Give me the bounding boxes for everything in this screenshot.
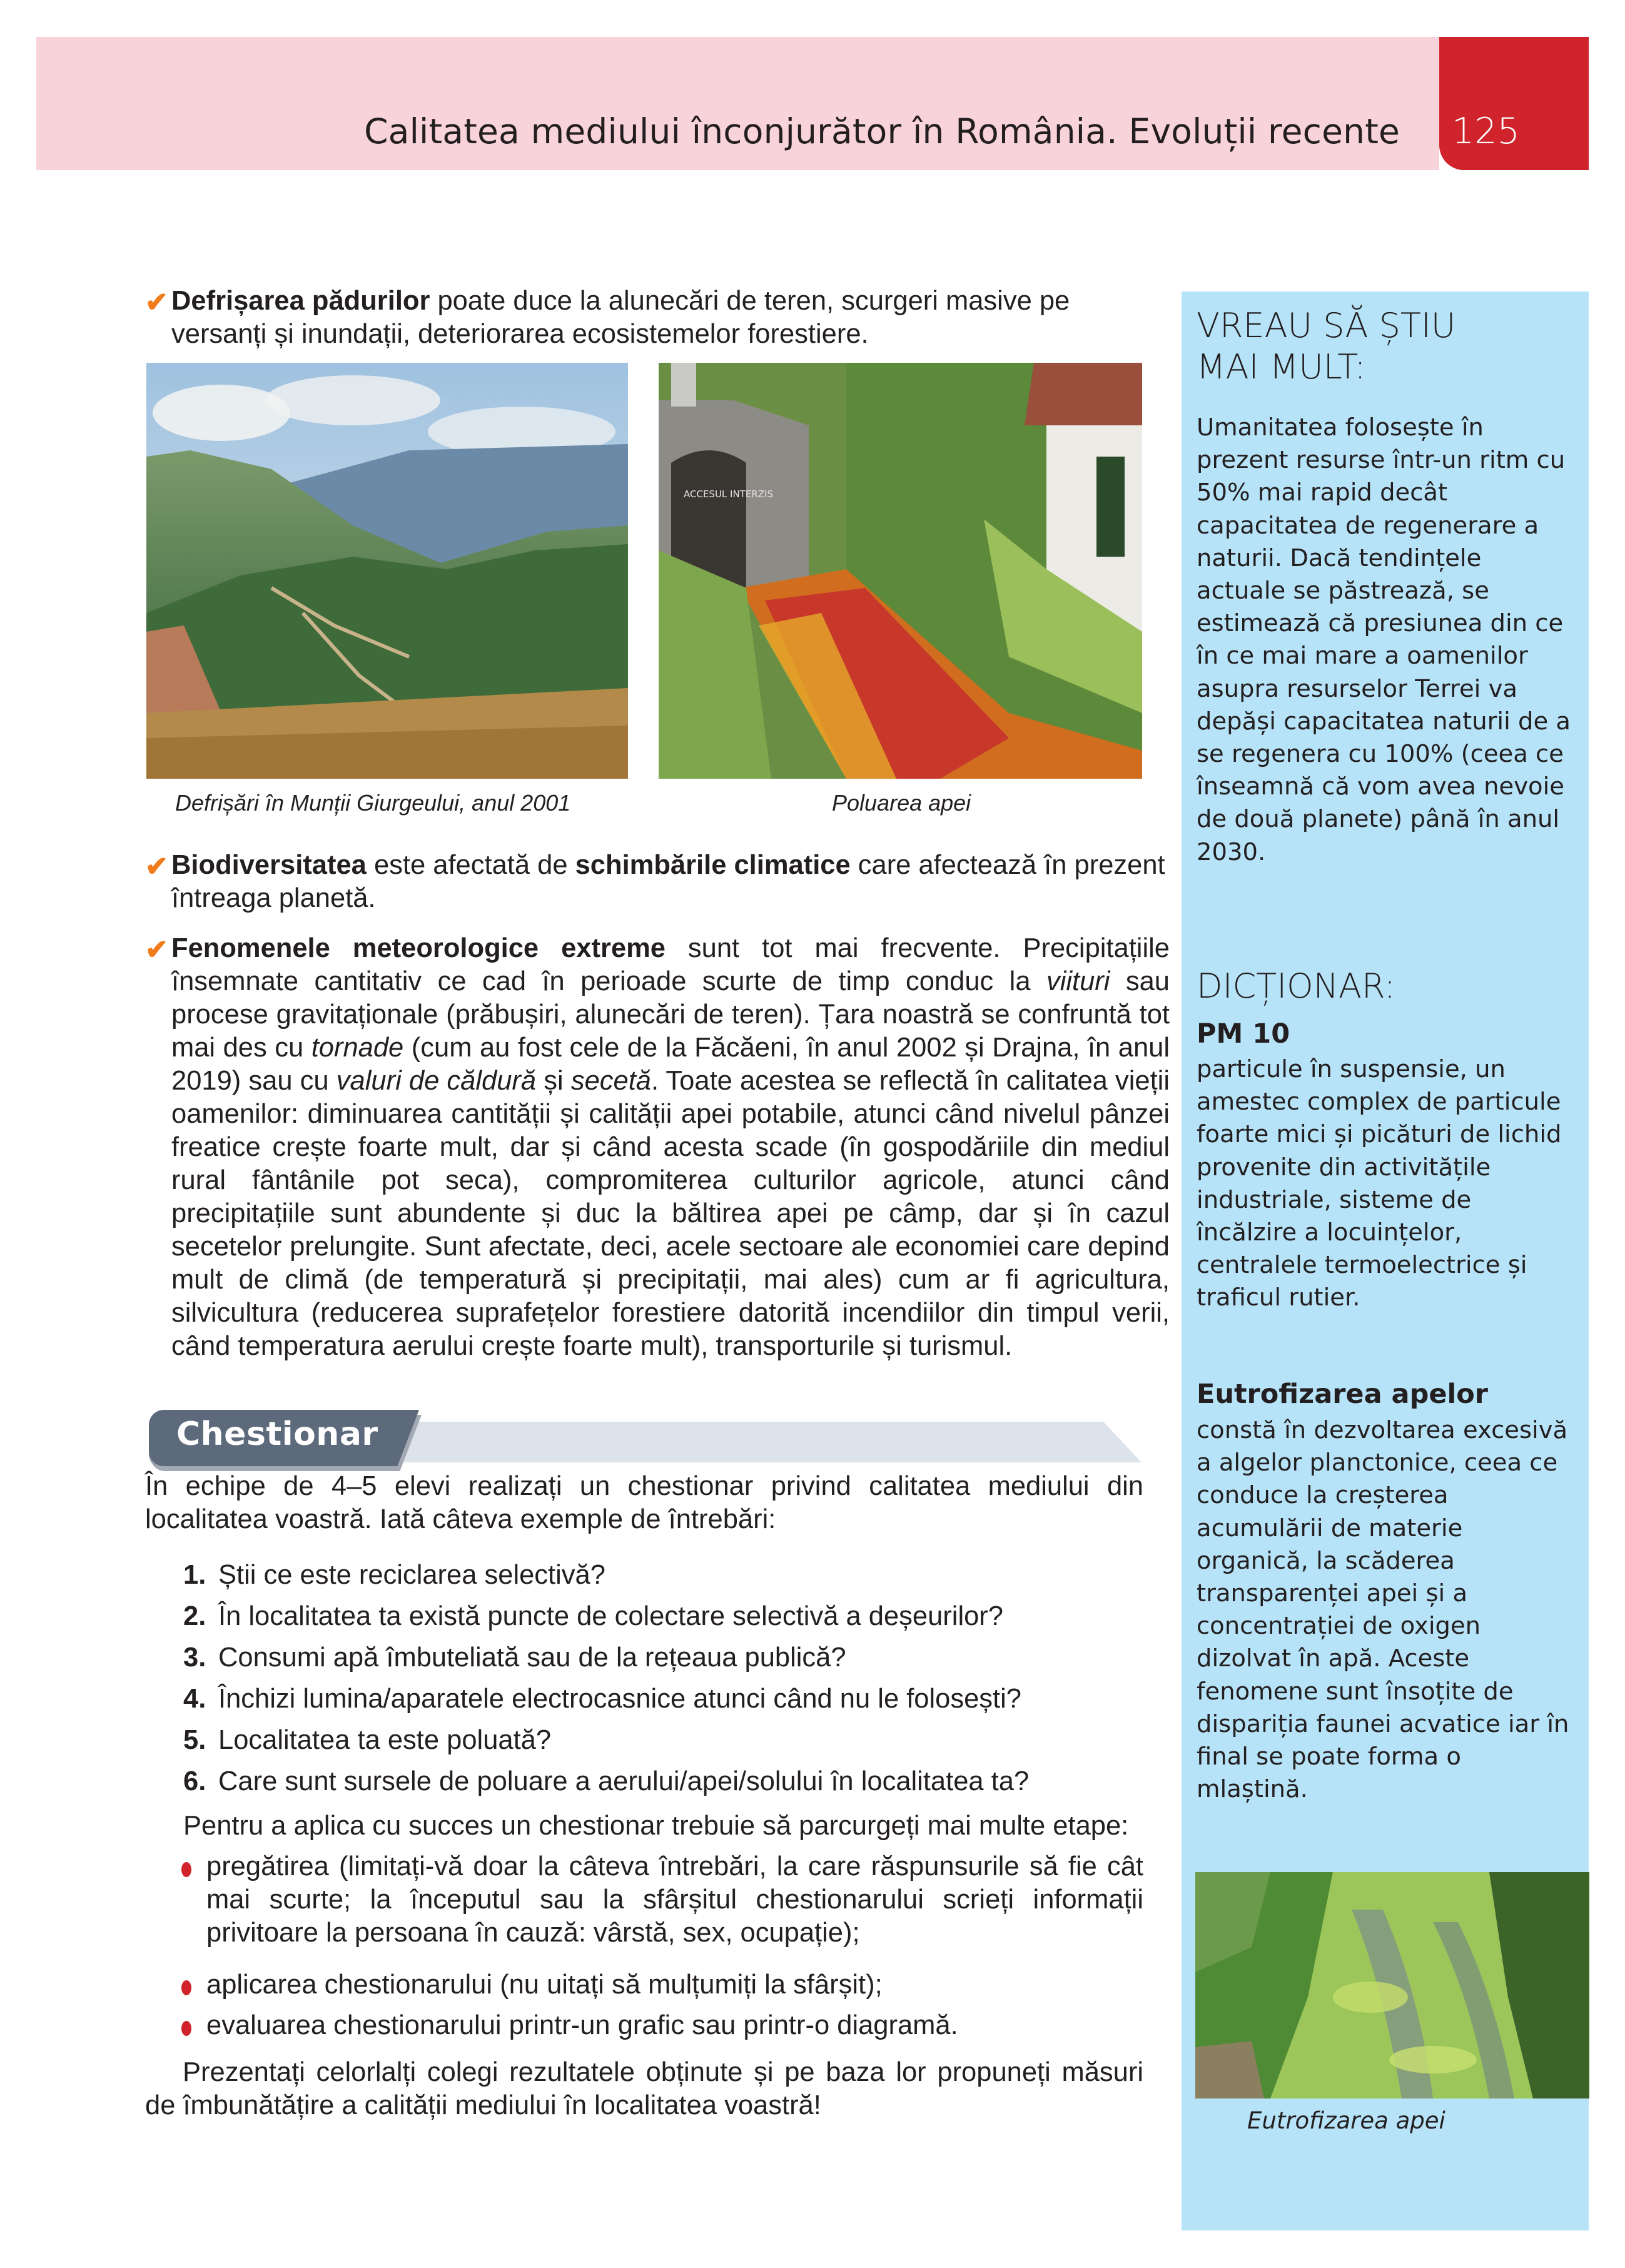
conclusion-text: Prezentați celorlalți colegi rezultatele obținute și pe baza lor propuneți măsuri de îmbunătățire a calității mediului în localitatea voastră!	[145, 2057, 1143, 2120]
bullet-bold-term: Defrișarea pădurilor	[171, 286, 430, 316]
bullet-text: este afectată de	[366, 850, 575, 880]
question-number: 2.	[183, 1601, 206, 1631]
bullet-text: sunt tot mai frecvente. Precipitațiile însemnate cantitativ ce cad în perioade scurte de timp conduc la	[171, 933, 1170, 996]
photo-caption-forest: Defrișări în Munții Giurgeului, anul 2001	[175, 790, 571, 816]
more-info-text: Umanitatea folosește în prezent resurse într-un ritm cu 50% mai rapid decât capacitatea de regenerare a naturii. Dacă tendințele actuale se păstrează, se estimează că presiunea din ce în ce mai mare a oamenilor asupra resurselor Terrei va depăși capacitatea naturii de a se regenera cu 100% (ceea ce înseamnă că vom avea nevoie de două planete) până în anul 2030.	[1197, 413, 1571, 866]
question-text: Localitatea ta este poluată?	[218, 1725, 552, 1755]
bullet-bold-term: Fenomenele meteorologice extreme	[171, 933, 666, 963]
question-number: 5.	[183, 1725, 206, 1755]
step-text: pregătirea (limitați-vă doar la câteva întrebări, la care răspunsurile să fie cât mai scurte; la începutul sau la sfârșitul chestionarului scrieți informații privitoare la persoana în cauză: vârstă, sex, ocupație);	[206, 1851, 1143, 1948]
forest-landscape-photo	[146, 363, 628, 779]
bullet-italic: secetă	[570, 1066, 651, 1096]
question-item	[183, 1683, 1029, 1724]
page-number-box	[1439, 37, 1589, 170]
bullet-italic: viituri	[1046, 966, 1110, 996]
bullet-italic: tornade	[311, 1033, 404, 1063]
question-text: Care sunt sursele de poluare a aerului/apei/solului în localitatea ta?	[218, 1766, 1030, 1796]
question-text: Știi ce este reciclarea selectivă?	[218, 1560, 605, 1590]
question-item	[183, 1765, 1029, 1806]
bullet-text: poate duce la alunecări de teren, scurgeri masive pe versanți și inundații, deteriorarea ecosistemelor forestiere.	[171, 286, 1070, 349]
step-item	[181, 1968, 1143, 2002]
more-info-heading-line2: MAI MULT:	[1197, 347, 1366, 387]
question-item	[183, 1724, 1029, 1765]
sidebar-photo-caption: Eutrofizarea apei	[1247, 2107, 1445, 2134]
bullet-bold-term: Biodiversitatea	[171, 850, 367, 880]
dictionary-definition-pm10: particule în suspensie, un amestec complex de particule foarte mici și picături de lichid provenite din activitățile industriale, sisteme de încălzire a locuințelor, centralele termoelectrice și traficul rutier.	[1197, 1055, 1562, 1312]
dictionary-definition-eutrofizare: constă în dezvoltarea excesivă a algelor planctonice, ceea ce conduce la creșterea acumulării de materie organică, la scăderea transparenței apei și a concentrației de oxigen dizolvat în apă. Aceste fenomene sunt însoțite de dispariția faunei acvatice iar în final se poate forma o mlaștină.	[1197, 1416, 1569, 1804]
red-bullet-icon	[181, 1980, 191, 1995]
question-number: 1.	[183, 1560, 206, 1590]
page-number: 125	[1452, 111, 1520, 152]
step-text: evaluarea chestionarului printr-un grafic sau printr-o diagramă.	[206, 2010, 958, 2040]
bullet-text: sau procese gravitaționale (prăbușiri, alunecări de teren). Țara noastră se confruntă tot mai des cu	[171, 966, 1170, 1063]
question-text: Închizi lumina/aparatele electrocasnice atunci când nu le folosești?	[218, 1684, 1021, 1714]
dictionary-term-pm10: PM 10	[1197, 1018, 1290, 1050]
steps-intro: Pentru a aplica cu succes un chestionar trebuie să parcurgeți mai multe etape:	[183, 1811, 1129, 1841]
question-number: 6.	[183, 1766, 206, 1796]
bullet-bold-term: schimbările climatice	[575, 850, 851, 880]
sign-text: ACCESUL INTERZIS	[684, 489, 773, 500]
question-text: Consumi apă îmbuteliată sau de la rețeaua publică?	[218, 1643, 846, 1673]
question-number: 3.	[183, 1643, 206, 1673]
red-bullet-icon	[181, 2021, 191, 2036]
bullet-text: . Toate acestea se reflectă în calitatea vieții oamenilor: diminuarea cantității și calității apei potabile, atunci când nivelul pânzei freatice crește foarte mult, dar și când acesta scade (în gospodăriile din mediul rural fântânile pot seca), compromiterea culturilor agricole, atunci când precipitațiile sunt abundente și duc la băltirea apei pe câmp, dar și în cazul secetelor prelungite. Sunt afectate, deci, acele sectoare ale economiei care depind mult de climă (de temperatură și precipitații, mai ales) cum ar fi agricultura, silvicultura (reducerea suprafețelor forestiere datorită incendiilor din timpul verii, când temperatura aerului crește foarte mult), transporturile și turismul.	[171, 1066, 1170, 1361]
bullet-text: (cum au fost cele de la Făcăeni, în anul 2002 și Drajna, în anul 2019) sau cu	[171, 1033, 1170, 1096]
photo-caption-water: Poluarea apei	[832, 790, 971, 816]
bullet-text: și	[536, 1066, 571, 1096]
more-info-heading-line1: VREAU SĂ ȘTIU	[1197, 306, 1456, 345]
question-item	[183, 1641, 1029, 1683]
algae-stream-photo	[1195, 1872, 1589, 2098]
chapter-title: Calitatea mediului înconjurător în România. Evoluții recente	[364, 111, 1400, 151]
question-item	[183, 1559, 1029, 1600]
bullet-extreme-weather	[145, 932, 1170, 1363]
bullet-biodiversity	[145, 849, 1170, 915]
checkmark-icon: ✔	[145, 287, 168, 318]
checkmark-icon: ✔	[145, 851, 168, 882]
question-item	[183, 1600, 1029, 1641]
chestionar-intro: În echipe de 4–5 elevi realizați un chestionar privind calitatea mediului din localitatea voastră. Iată câteva exemple de întrebări:	[145, 1471, 1143, 1534]
question-text: În localitatea ta există puncte de colectare selectivă a deșeurilor?	[218, 1601, 1003, 1631]
step-text: aplicarea chestionarului (nu uitați să mulțumiți la sfârșit);	[206, 1970, 883, 2000]
step-item	[181, 1850, 1143, 1950]
red-bullet-icon	[181, 1862, 191, 1877]
dictionary-heading: DICȚIONAR:	[1197, 966, 1396, 1006]
question-number: 4.	[183, 1684, 206, 1714]
bullet-italic: valuri de căldură	[336, 1066, 537, 1096]
question-list	[183, 1559, 1029, 1806]
bullet-deforestation	[145, 285, 1170, 351]
step-item	[181, 2009, 1143, 2042]
sidebar-info-box	[1182, 291, 1589, 2230]
section-title-chestionar: Chestionar	[176, 1415, 378, 1453]
checkmark-icon: ✔	[145, 934, 168, 965]
bullet-text: care afectează în prezent întreaga planetă.	[171, 850, 1165, 913]
dictionary-term-eutrofizare: Eutrofizarea apelor	[1197, 1379, 1489, 1410]
polluted-stream-photo	[659, 363, 1142, 779]
